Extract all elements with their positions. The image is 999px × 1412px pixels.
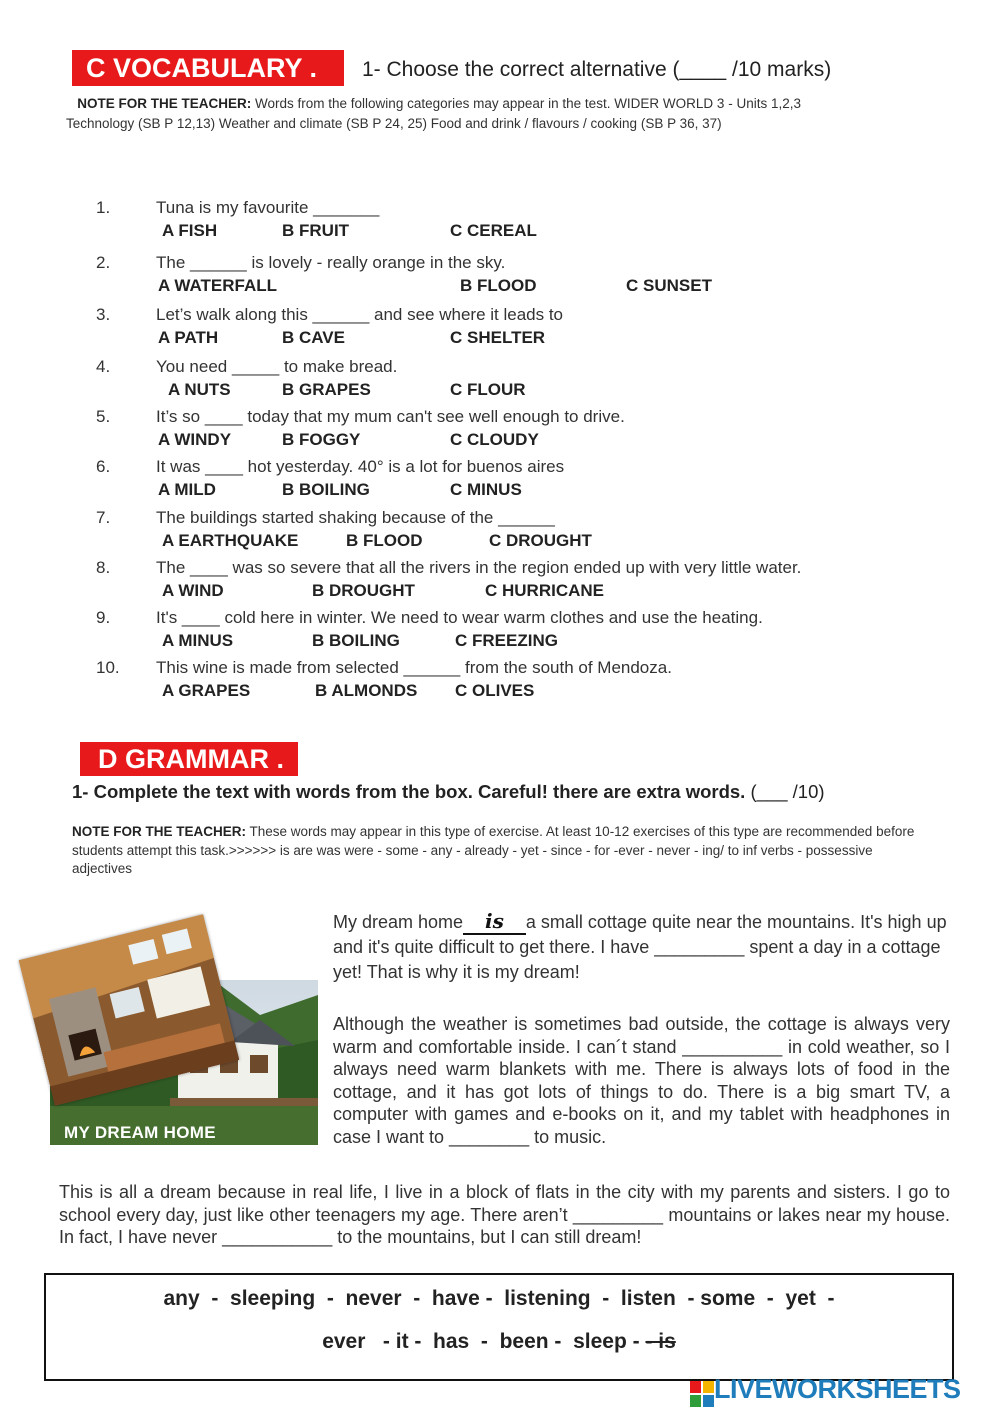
vocabulary-instruction: 1- Choose the correct alternative (____ /10 marks)	[362, 58, 832, 81]
grammar-instruction-text: 1- Complete the text with words from the box. Careful! there are extra words.	[72, 781, 746, 802]
question-number: 4.	[96, 357, 111, 376]
question-stem: The ______ is lovely - really orange in the sky.	[156, 253, 506, 272]
answer-option[interactable]: C FLOUR	[450, 380, 526, 399]
question-stem: You need _____ to make bread.	[156, 357, 398, 376]
word-box	[44, 1273, 954, 1381]
answer-option[interactable]: A WATERFALL	[158, 276, 277, 295]
question-number: 7.	[96, 508, 111, 527]
para1-start: My dream home	[333, 912, 464, 932]
struck-word-is: - is	[645, 1330, 676, 1353]
answer-option[interactable]: B BOILING	[312, 631, 400, 650]
word-box-row-2-main: ever - it - has - been - sleep -	[322, 1330, 646, 1353]
answer-option[interactable]: A FISH	[162, 221, 218, 240]
grammar-teacher-note	[72, 823, 932, 879]
grammar-marks[interactable]: (___ /10)	[745, 781, 825, 802]
answer-option[interactable]: A WIND	[162, 581, 224, 600]
answer-option[interactable]: A PATH	[158, 328, 219, 347]
answer-option[interactable]: C SHELTER	[450, 328, 546, 347]
answer-option[interactable]: A EARTHQUAKE	[162, 531, 299, 550]
text-paragraph-2: Although the weather is sometimes bad outside, the cottage is always very warm and comfortable inside. I can´t stand __________ in cold weather, so I always need warm blankets with me. There is always lots of food in the cottage, and it has got lots of things to do. There is a big smart TV, a computer with games and e-books on it, and my tablet with headphones in case I want to ________ to music.	[333, 1014, 950, 1147]
text-paragraph-3: This is all a dream because in real life, I live in a block of flats in the city with my parents and sisters. I go to school every day, just like other teenagers my age. There aren’t _________ mountains or lakes near my house. In fact, I have never ___________ to the mountains, but I can still dream!	[59, 1182, 950, 1247]
question-number: 8.	[96, 558, 111, 577]
question-number: 2.	[96, 253, 111, 272]
question-stem: It's ____ cold here in winter. We need to wear warm clothes and use the heating.	[156, 608, 763, 627]
question-stem: The ____ was so severe that all the rivers in the region ended up with very little water.	[156, 558, 802, 577]
para1-rest: a small cottage quite near the mountains. It's high up and it's quite difficult to get there. I have _________ spent a day in a cottage yet! That is why it is my dream!	[333, 912, 947, 982]
answer-option[interactable]: A GRAPES	[162, 681, 251, 700]
question-stem: It’s so ____ today that my mum can't see well enough to drive.	[156, 407, 625, 426]
answer-option[interactable]: C SUNSET	[626, 276, 712, 295]
answer-option[interactable]: A WINDY	[158, 430, 232, 449]
question-number: 6.	[96, 457, 111, 476]
question-stem: It was ____ hot yesterday. 40° is a lot for buenos aires	[156, 457, 565, 476]
answer-option[interactable]: B FLOOD	[460, 276, 537, 295]
answer-option[interactable]: B DROUGHT	[312, 581, 415, 600]
note-line-2: Technology (SB P 12,13) Weather and climate (SB P 24, 25) Food and drink / flavours / cooking (SB P 36, 37)	[66, 116, 722, 131]
question-number: 3.	[96, 305, 111, 324]
liveworksheets-icon	[690, 1381, 714, 1407]
text-paragraph-1	[333, 909, 950, 985]
answer-option[interactable]: C OLIVES	[455, 681, 535, 700]
answer-option[interactable]: B FOGGY	[282, 430, 361, 449]
answer-option[interactable]: B CAVE	[282, 328, 345, 347]
answer-option[interactable]: B GRAPES	[282, 380, 371, 399]
question-stem: Let’s walk along this ______ and see where it leads to	[156, 305, 564, 324]
question-number: 5.	[96, 407, 111, 426]
answer-option[interactable]: B FRUIT	[282, 221, 350, 240]
answer-option[interactable]: A MINUS	[162, 631, 234, 650]
answer-option[interactable]: C CEREAL	[450, 221, 537, 240]
answer-option[interactable]: A MILD	[158, 480, 216, 499]
note-label: NOTE FOR THE TEACHER:	[77, 96, 252, 111]
word-box-row-2	[46, 1330, 952, 1354]
question-stem: This wine is made from selected ______ from the south of Mendoza.	[156, 658, 672, 677]
answer-option[interactable]: B ALMONDS	[315, 681, 418, 700]
grammar-note-label: NOTE FOR THE TEACHER:	[72, 824, 246, 839]
answer-option[interactable]: B FLOOD	[346, 531, 423, 550]
answer-option[interactable]: C DROUGHT	[489, 531, 592, 550]
example-answer[interactable]: is	[463, 909, 526, 935]
note-line-1: Words from the following categories may appear in the test. WIDER WORLD 3 - Units 1,2,3	[251, 96, 801, 111]
question-number: 1.	[96, 198, 111, 217]
grammar-note-text: These words may appear in this type of exercise. At least 10-12 exercises of this type are recommended before students attempt this task.>>>>>> is are was were - some - any - already - yet - since - for -ever - never - ing/ to inf verbs - possessive adjectives	[72, 824, 915, 876]
answer-option[interactable]: C FREEZING	[455, 631, 558, 650]
question-stem: Tuna is my favourite _______	[156, 198, 380, 217]
grammar-instruction	[72, 781, 825, 803]
question-number: 9.	[96, 608, 111, 627]
liveworksheets-logo	[690, 1374, 961, 1404]
answer-option[interactable]: B BOILING	[282, 480, 370, 499]
answer-option[interactable]: C CLOUDY	[450, 430, 539, 449]
grammar-section-banner: D GRAMMAR .	[80, 742, 298, 776]
answer-option[interactable]: C HURRICANE	[485, 581, 604, 600]
question-stem: The buildings started shaking because of the ______	[156, 508, 555, 527]
answer-option[interactable]: C MINUS	[450, 480, 522, 499]
logo-text: LIVEWORKSHEETS	[714, 1374, 961, 1404]
vocabulary-teacher-note	[66, 94, 946, 134]
word-box-row-1: any - sleeping - never - have - listening - listen - some - yet -	[163, 1287, 835, 1310]
question-number: 10.	[96, 658, 120, 677]
photo-caption: MY DREAM HOME	[64, 1123, 216, 1142]
answer-option[interactable]: A NUTS	[168, 380, 231, 399]
vocabulary-section-banner: C VOCABULARY .	[72, 50, 344, 86]
